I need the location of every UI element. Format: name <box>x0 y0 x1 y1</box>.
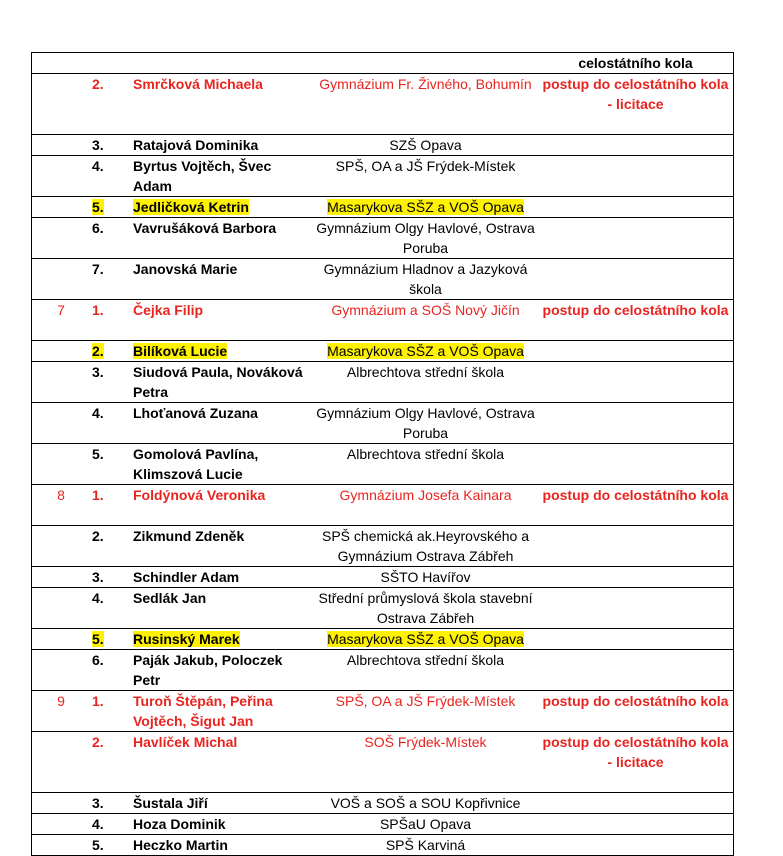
advancement-note-cell <box>538 259 734 300</box>
advancement-note-cell <box>538 197 734 218</box>
category-cell <box>32 218 91 259</box>
school-cell <box>313 793 538 814</box>
school-cell <box>313 732 538 793</box>
place-cell <box>90 485 131 526</box>
competitor-name-text: Janovská Marie <box>133 261 238 277</box>
advancement-note-cell <box>538 53 734 74</box>
table-row <box>32 156 734 197</box>
table-row <box>32 403 734 444</box>
school-text: Střední průmyslová škola stavební Ostrava Zábřeh <box>318 590 533 626</box>
place-text: 5. <box>92 446 104 462</box>
category-cell <box>32 814 91 835</box>
school-text: SPŠ, OA a JŠ Frýdek-Místek <box>335 158 516 174</box>
competitor-name-cell <box>131 835 313 856</box>
place-cell <box>90 588 131 629</box>
school-text: Gymnázium a SOŠ Nový Jičín <box>331 302 520 318</box>
category-cell <box>32 793 91 814</box>
advancement-note-cell <box>538 485 734 526</box>
school-cell <box>313 74 538 135</box>
place-cell <box>90 218 131 259</box>
school-text: Gymnázium Fr. Živného, Bohumín <box>319 76 532 92</box>
place-text: 3. <box>92 137 104 153</box>
advancement-note-cell <box>538 835 734 856</box>
advancement-note-text: postup do celostátního kola <box>542 693 729 709</box>
school-text: SZŠ Opava <box>389 137 462 153</box>
table-row <box>32 53 734 74</box>
results-table <box>31 52 734 856</box>
place-cell <box>90 732 131 793</box>
category-text: 9 <box>57 693 65 709</box>
competitor-name-cell <box>131 691 313 732</box>
advancement-note-cell <box>538 814 734 835</box>
table-row <box>32 793 734 814</box>
place-cell <box>90 814 131 835</box>
school-text: Masarykova SŠZ a VOŠ Opava <box>327 199 524 215</box>
advancement-note-cell <box>538 588 734 629</box>
advancement-note-cell <box>538 691 734 732</box>
advancement-note-cell <box>538 300 734 341</box>
place-text: 6. <box>92 652 104 668</box>
table-row <box>32 218 734 259</box>
table-row <box>32 567 734 588</box>
school-cell <box>313 650 538 691</box>
category-cell <box>32 156 91 197</box>
competitor-name-text: Hoza Dominik <box>133 816 226 832</box>
category-cell <box>32 362 91 403</box>
table-row <box>32 300 734 341</box>
advancement-note-cell <box>538 444 734 485</box>
school-text: Gymnázium Olgy Havlové, Ostrava Poruba <box>316 220 535 256</box>
category-cell <box>32 341 91 362</box>
competitor-name-text: Sedlák Jan <box>133 590 207 606</box>
school-text: Gymnázium Olgy Havlové, Ostrava Poruba <box>316 405 535 441</box>
table-row <box>32 691 734 732</box>
school-cell <box>313 197 538 218</box>
category-cell <box>32 526 91 567</box>
school-text: VOŠ a SOŠ a SOU Kopřivnice <box>330 795 521 811</box>
competitor-name-text: Foldýnová Veronika <box>133 487 266 503</box>
table-row <box>32 650 734 691</box>
competitor-name-text: Rusinský Marek <box>133 631 240 647</box>
school-cell <box>313 135 538 156</box>
place-text: 2. <box>92 734 104 750</box>
place-text: 4. <box>92 816 104 832</box>
school-cell <box>313 156 538 197</box>
table-row <box>32 135 734 156</box>
school-text: SPŠ Karviná <box>385 837 466 853</box>
place-text: 2. <box>92 343 104 359</box>
competitor-name-text: Siudová Paula, Nováková Petra <box>133 364 303 400</box>
advancement-note-cell <box>538 793 734 814</box>
table-row <box>32 444 734 485</box>
table-row <box>32 259 734 300</box>
advancement-note-cell <box>538 526 734 567</box>
school-text: SPŠaU Opava <box>379 816 472 832</box>
competitor-name-text: Smrčková Michaela <box>133 76 263 92</box>
place-cell <box>90 835 131 856</box>
competitor-name-text: Turoň Štěpán, Peřina Vojtěch, Šigut Jan <box>133 693 273 729</box>
competitor-name-cell <box>131 444 313 485</box>
competitor-name-cell <box>131 135 313 156</box>
competitor-name-cell <box>131 732 313 793</box>
place-text: 1. <box>92 693 104 709</box>
school-text: SŠTO Havířov <box>380 569 471 585</box>
table-row <box>32 526 734 567</box>
advancement-note-cell <box>538 362 734 403</box>
category-cell <box>32 135 91 156</box>
place-text: 2. <box>92 76 104 92</box>
category-text: 7 <box>57 302 65 318</box>
school-text: SPŠ chemická ak.Heyrovského a Gymnázium Ostrava Zábřeh <box>322 528 529 564</box>
school-text: SOŠ Frýdek-Místek <box>364 734 487 750</box>
school-cell <box>313 341 538 362</box>
place-cell <box>90 567 131 588</box>
school-text: Masarykova SŠZ a VOŠ Opava <box>327 343 524 359</box>
competitor-name-cell <box>131 485 313 526</box>
place-text: 4. <box>92 590 104 606</box>
competitor-name-text: Havlíček Michal <box>133 734 238 750</box>
advancement-note-cell <box>538 74 734 135</box>
competitor-name-text: Heczko Martin <box>133 837 228 853</box>
category-cell <box>32 650 91 691</box>
place-text: 5. <box>92 631 104 647</box>
competitor-name-text: Schindler Adam <box>133 569 240 585</box>
category-cell <box>32 197 91 218</box>
place-cell <box>90 629 131 650</box>
school-cell <box>313 444 538 485</box>
competitor-name-text: Zikmund Zdeněk <box>133 528 245 544</box>
competitor-name-cell <box>131 588 313 629</box>
category-cell <box>32 403 91 444</box>
competitor-name-cell <box>131 341 313 362</box>
advancement-note-cell <box>538 567 734 588</box>
place-cell <box>90 53 131 74</box>
advancement-note-text: postup do celostátního kola <box>542 302 729 318</box>
school-cell <box>313 835 538 856</box>
competitor-name-cell <box>131 218 313 259</box>
competitor-name-cell <box>131 650 313 691</box>
table-row <box>32 197 734 218</box>
school-cell <box>313 526 538 567</box>
place-cell <box>90 135 131 156</box>
competitor-name-cell <box>131 53 313 74</box>
competitor-name-cell <box>131 567 313 588</box>
advancement-note-text: celostátního kola <box>578 55 693 71</box>
competitor-name-text: Ratajová Dominika <box>133 137 259 153</box>
school-text: Masarykova SŠZ a VOŠ Opava <box>327 631 524 647</box>
competitor-name-text: Gomolová Pavlína, Klimszová Lucie <box>133 446 259 482</box>
school-cell <box>313 259 538 300</box>
place-text: 1. <box>92 302 104 318</box>
school-text: Albrechtova střední škola <box>346 364 505 380</box>
category-cell <box>32 485 91 526</box>
place-cell <box>90 197 131 218</box>
school-text: SPŠ, OA a JŠ Frýdek-Místek <box>335 693 516 709</box>
school-cell <box>313 300 538 341</box>
place-text: 3. <box>92 795 104 811</box>
place-text: 4. <box>92 158 104 174</box>
competitor-name-cell <box>131 300 313 341</box>
category-cell <box>32 588 91 629</box>
place-cell <box>90 362 131 403</box>
competitor-name-cell <box>131 197 313 218</box>
school-text: Gymnázium Josefa Kainara <box>339 487 512 503</box>
place-text: 3. <box>92 364 104 380</box>
competitor-name-cell <box>131 793 313 814</box>
school-text: Gymnázium Hladnov a Jazyková škola <box>323 261 528 297</box>
school-cell <box>313 567 538 588</box>
category-cell <box>32 53 91 74</box>
table-row <box>32 814 734 835</box>
place-cell <box>90 341 131 362</box>
category-cell <box>32 567 91 588</box>
category-cell <box>32 259 91 300</box>
place-text: 4. <box>92 405 104 421</box>
competitor-name-cell <box>131 362 313 403</box>
category-cell <box>32 691 91 732</box>
place-cell <box>90 650 131 691</box>
competitor-name-text: Šustala Jiří <box>133 795 208 811</box>
category-cell <box>32 835 91 856</box>
place-text: 7. <box>92 261 104 277</box>
advancement-note-cell <box>538 732 734 793</box>
table-row <box>32 74 734 135</box>
competitor-name-cell <box>131 403 313 444</box>
place-cell <box>90 403 131 444</box>
competitor-name-text: Čejka Filip <box>133 302 204 318</box>
competitor-name-cell <box>131 156 313 197</box>
category-cell <box>32 732 91 793</box>
category-cell <box>32 629 91 650</box>
school-cell <box>313 588 538 629</box>
competitor-name-text: Byrtus Vojtěch, Švec Adam <box>133 158 272 194</box>
table-row <box>32 732 734 793</box>
results-body <box>32 53 734 856</box>
advancement-note-cell <box>538 135 734 156</box>
table-row <box>32 362 734 403</box>
category-cell <box>32 300 91 341</box>
table-row <box>32 588 734 629</box>
competitor-name-cell <box>131 259 313 300</box>
table-row <box>32 485 734 526</box>
place-cell <box>90 444 131 485</box>
competitor-name-text: Jedličková Ketrin <box>133 199 249 215</box>
place-cell <box>90 691 131 732</box>
place-text: 2. <box>92 528 104 544</box>
place-cell <box>90 259 131 300</box>
competitor-name-text: Vavrušáková Barbora <box>133 220 277 236</box>
place-cell <box>90 526 131 567</box>
advancement-note-cell <box>538 156 734 197</box>
place-text: 1. <box>92 487 104 503</box>
place-text: 3. <box>92 569 104 585</box>
school-cell <box>313 218 538 259</box>
competitor-name-cell <box>131 526 313 567</box>
school-cell <box>313 53 538 74</box>
category-cell <box>32 74 91 135</box>
category-cell <box>32 444 91 485</box>
place-text: 6. <box>92 220 104 236</box>
competitor-name-cell <box>131 814 313 835</box>
school-cell <box>313 403 538 444</box>
school-cell <box>313 629 538 650</box>
place-text: 5. <box>92 199 104 215</box>
advancement-note-text: postup do celostátního kola - licitace <box>542 76 729 112</box>
school-text: Albrechtova střední škola <box>346 446 505 462</box>
school-cell <box>313 691 538 732</box>
advancement-note-text: postup do celostátního kola - licitace <box>542 734 729 770</box>
advancement-note-cell <box>538 629 734 650</box>
school-cell <box>313 362 538 403</box>
competitor-name-cell <box>131 629 313 650</box>
competitor-name-cell <box>131 74 313 135</box>
school-text: Albrechtova střední škola <box>346 652 505 668</box>
table-row <box>32 835 734 856</box>
place-cell <box>90 156 131 197</box>
advancement-note-cell <box>538 650 734 691</box>
school-cell <box>313 814 538 835</box>
advancement-note-cell <box>538 403 734 444</box>
advancement-note-cell <box>538 341 734 362</box>
place-text: 5. <box>92 837 104 853</box>
table-row <box>32 629 734 650</box>
school-cell <box>313 485 538 526</box>
competitor-name-text: Paják Jakub, Poloczek Petr <box>133 652 283 688</box>
category-text: 8 <box>57 487 65 503</box>
competitor-name-text: Bilíková Lucie <box>133 343 228 359</box>
table-row <box>32 341 734 362</box>
place-cell <box>90 300 131 341</box>
advancement-note-text: postup do celostátního kola <box>542 487 729 503</box>
place-cell <box>90 74 131 135</box>
advancement-note-cell <box>538 218 734 259</box>
place-cell <box>90 793 131 814</box>
competitor-name-text: Lhoťanová Zuzana <box>133 405 258 421</box>
